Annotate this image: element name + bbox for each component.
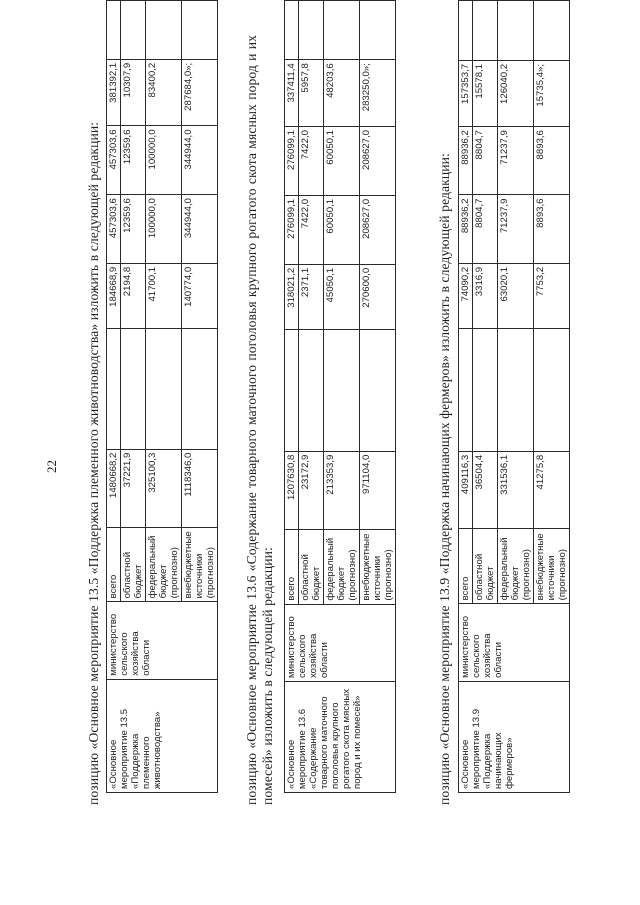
- year-4-cell: 344944,0: [182, 126, 218, 195]
- section-13-9-intro: позицию «Основное мероприятие 13.9 «Поддержка начинающих фермеров» изложить в следующей редакции:: [437, 153, 452, 805]
- source-cell: областной бюджет: [473, 529, 498, 604]
- year-3-cell: 100000,0: [146, 195, 182, 264]
- year-2-cell: 2194,8: [121, 263, 146, 328]
- empty-cell: [473, 1, 498, 61]
- empty-cell: [534, 1, 570, 61]
- year-5-cell: 126040,2: [498, 60, 534, 126]
- year-3-cell: 457303,6: [107, 195, 121, 264]
- year-4-cell: 12359,6: [121, 126, 146, 195]
- year-4-cell: 60050,1: [324, 127, 360, 196]
- empty-cell: [459, 1, 473, 61]
- year-5-cell: 287684,0»;: [182, 59, 218, 126]
- year-3-cell: 71237,9: [498, 195, 534, 263]
- year-1-cell: [121, 329, 146, 449]
- year-4-cell: 8893,6: [534, 127, 570, 195]
- year-1-cell: [146, 329, 182, 449]
- source-cell: федеральный бюджет (прогнозно): [324, 529, 360, 604]
- year-1-cell: [534, 328, 570, 451]
- year-5-cell: 15578,1: [473, 60, 498, 126]
- year-2-cell: 45050,1: [324, 264, 360, 330]
- year-4-cell: 100000,0: [146, 126, 182, 195]
- table-13-6: [284, 0, 396, 793]
- year-2-cell: 270600,0: [360, 264, 396, 330]
- empty-cell: [182, 1, 218, 60]
- year-3-cell: 12359,6: [121, 195, 146, 264]
- year-1-cell: [360, 330, 396, 451]
- year-4-cell: 8804,7: [473, 127, 498, 195]
- year-2-cell: 2371,1: [299, 264, 324, 330]
- year-4-cell: 208627,0: [360, 127, 396, 196]
- year-4-cell: 71237,9: [498, 127, 534, 195]
- table-row: [459, 1, 473, 793]
- year-5-cell: 381392,1: [107, 59, 121, 126]
- table-13-5: [106, 0, 218, 793]
- year-5-cell: 48203,6: [324, 60, 360, 127]
- source-cell: внебюджетные источники (прогнозно): [534, 529, 570, 604]
- source-cell: всего: [107, 527, 121, 602]
- total-cell: 1118346,0: [182, 449, 218, 527]
- source-cell: областной бюджет: [121, 527, 146, 602]
- empty-cell: [498, 1, 534, 61]
- source-cell: внебюджетные источники (прогнозно): [182, 527, 218, 602]
- empty-cell: [285, 1, 299, 60]
- year-4-cell: 457303,6: [107, 126, 121, 195]
- total-cell: 325100,3: [146, 449, 182, 527]
- executor-cell: министерство сельского хозяйства области: [107, 602, 218, 679]
- year-4-cell: 7422,0: [299, 127, 324, 196]
- total-cell: 971104,0: [360, 451, 396, 529]
- year-1-cell: [182, 329, 218, 449]
- year-3-cell: 344944,0: [182, 195, 218, 264]
- year-5-cell: 337411,4: [285, 60, 299, 127]
- year-1-cell: [324, 330, 360, 451]
- year-2-cell: 63020,1: [498, 263, 534, 328]
- source-cell: всего: [459, 529, 473, 604]
- empty-cell: [121, 1, 146, 60]
- executor-cell: министерство сельского хозяйства области: [459, 604, 570, 682]
- section-13-5-intro: позицию «Основное мероприятие 13.5 «Поддержка племенного животноводства» изложить в следующей редакции:: [86, 121, 101, 805]
- year-2-cell: 318021,2: [285, 264, 299, 330]
- year-3-cell: 8804,7: [473, 195, 498, 263]
- source-cell: внебюджетные источники (прогнозно): [360, 529, 396, 604]
- empty-cell: [360, 1, 396, 60]
- year-1-cell: [299, 330, 324, 451]
- year-2-cell: 3316,9: [473, 263, 498, 328]
- total-cell: 1207630,8: [285, 451, 299, 529]
- empty-cell: [324, 1, 360, 60]
- table-row: [107, 1, 121, 793]
- source-cell: федеральный бюджет (прогнозно): [498, 529, 534, 604]
- total-cell: 409116,3: [459, 451, 473, 529]
- year-3-cell: 88936,2: [459, 195, 473, 263]
- table-13-9: [458, 0, 570, 793]
- year-5-cell: 157353,7: [459, 60, 473, 126]
- table-row: [285, 1, 299, 793]
- year-5-cell: 10307,9: [121, 59, 146, 126]
- year-5-cell: 83400,2: [146, 59, 182, 126]
- page-number: 22: [44, 460, 59, 473]
- total-cell: 331536,1: [498, 451, 534, 529]
- year-3-cell: 208627,0: [360, 195, 396, 264]
- year-3-cell: 276099,1: [285, 195, 299, 264]
- year-3-cell: 60050,1: [324, 195, 360, 264]
- year-2-cell: 7753,2: [534, 263, 570, 328]
- year-1-cell: [473, 328, 498, 451]
- empty-cell: [299, 1, 324, 60]
- total-cell: 37221,9: [121, 449, 146, 527]
- source-cell: всего: [285, 529, 299, 604]
- empty-cell: [107, 1, 121, 60]
- year-2-cell: 41700,1: [146, 263, 182, 328]
- source-cell: федеральный бюджет (прогнозно): [146, 527, 182, 602]
- source-cell: областной бюджет: [299, 529, 324, 604]
- year-3-cell: 8893,6: [534, 195, 570, 263]
- measure-cell: «Основное мероприятие 13.9 «Поддержка начинающих фермеров»: [459, 681, 570, 792]
- year-4-cell: 88936,2: [459, 127, 473, 195]
- total-cell: 213353,9: [324, 451, 360, 529]
- year-1-cell: [498, 328, 534, 451]
- total-cell: 23172,9: [299, 451, 324, 529]
- year-1-cell: [459, 328, 473, 451]
- year-4-cell: 276099,1: [285, 127, 299, 196]
- year-5-cell: 15735,4»;: [534, 60, 570, 126]
- year-3-cell: 7422,0: [299, 195, 324, 264]
- year-2-cell: 184668,9: [107, 263, 121, 328]
- year-5-cell: 5957,8: [299, 60, 324, 127]
- empty-cell: [146, 1, 182, 60]
- total-cell: 1480668,2: [107, 449, 121, 527]
- total-cell: 41275,8: [534, 451, 570, 529]
- year-1-cell: [107, 329, 121, 449]
- year-2-cell: 140774,0: [182, 263, 218, 328]
- measure-cell: «Основное мероприятие 13.6 «Содержание товарного маточного поголовья крупного рогатого скота мясных пород и их помесей»: [285, 682, 396, 793]
- year-5-cell: 283250,0»;: [360, 60, 396, 127]
- executor-cell: министерство сельского хозяйства области: [285, 604, 396, 681]
- measure-cell: «Основное мероприятие 13.5 «Поддержка племенного животноводства»: [107, 679, 218, 792]
- section-13-6-intro: позицию «Основное мероприятие 13.6 «Содержание товарного маточного поголовья крупного рогатого скота мясных пород и их помесей» изложить в следующей редакции:: [244, 35, 275, 805]
- year-1-cell: [285, 330, 299, 451]
- year-2-cell: 74090,2: [459, 263, 473, 328]
- total-cell: 36504,4: [473, 451, 498, 529]
